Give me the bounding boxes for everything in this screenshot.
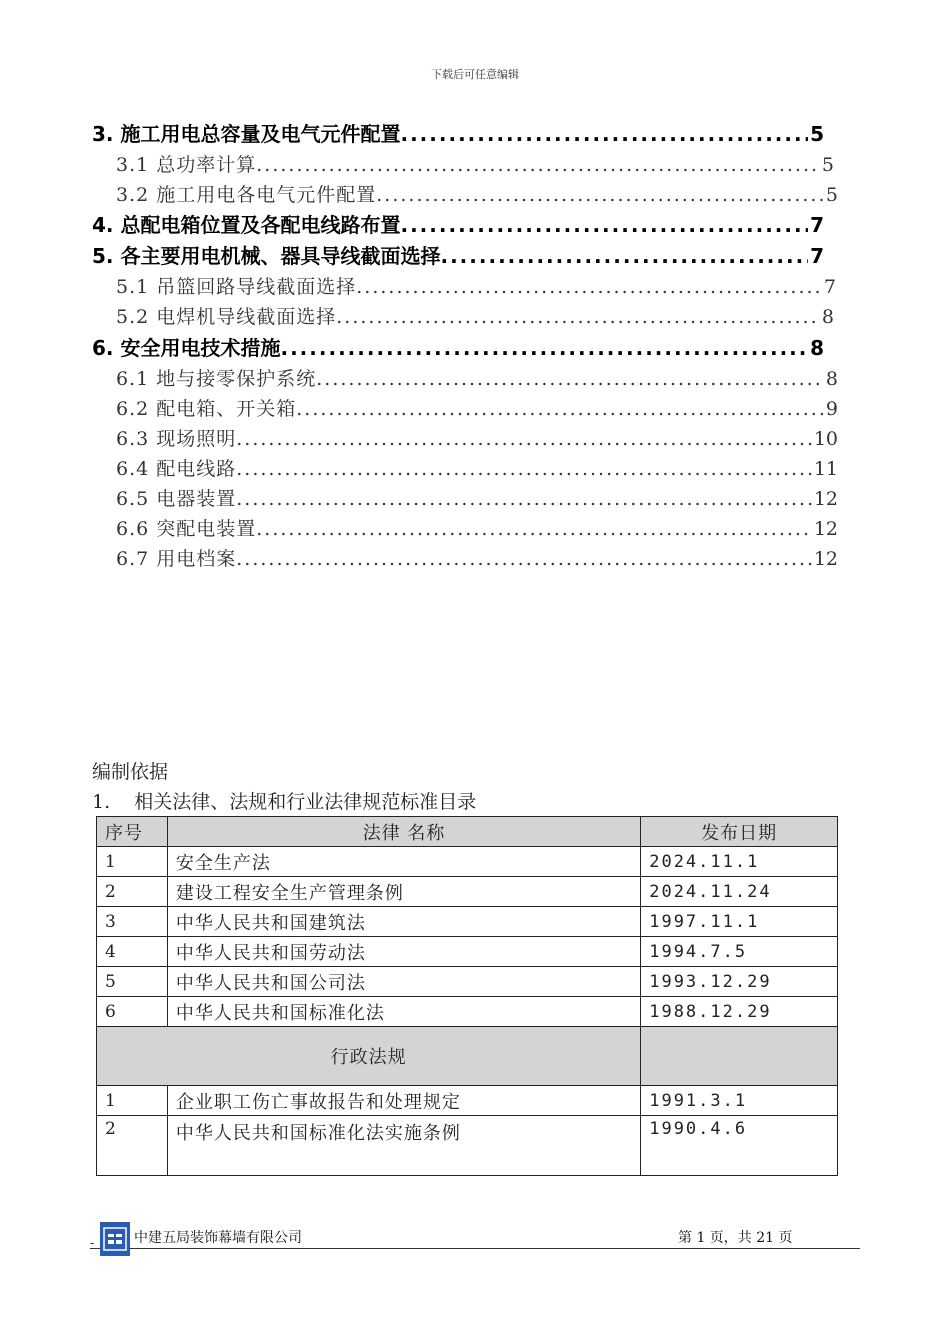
section-empty-cell <box>641 1027 838 1086</box>
publish-date: 2024.11.1 <box>641 847 838 877</box>
table-row <box>97 1116 838 1176</box>
table-row <box>97 997 838 1027</box>
section-heading: 编制依据 <box>92 761 169 783</box>
toc-leader <box>280 336 808 360</box>
toc-label: 4. 总配电箱位置及各配电线路布置 <box>92 213 401 237</box>
toc-entry-3-2[interactable] <box>116 180 838 207</box>
law-table <box>96 816 838 1176</box>
toc-entry-3-1[interactable] <box>116 150 834 177</box>
law-name: 建设工程安全生产管理条例 <box>167 877 640 907</box>
toc-label: 3. 施工用电总容量及电气元件配置 <box>92 122 401 146</box>
footer-dash: - <box>90 1236 95 1250</box>
column-header-number: 序号 <box>97 817 168 847</box>
toc-leader <box>296 398 824 420</box>
row-number: 2 <box>97 877 168 907</box>
toc-entry-6-1[interactable] <box>116 364 838 391</box>
toc-label: 6.3 现场照明 <box>116 428 237 450</box>
publish-date: 1997.11.1 <box>641 907 838 937</box>
toc-label: 5.1 吊篮回路导线截面选择 <box>116 276 357 298</box>
toc-entry-6[interactable] <box>92 332 824 361</box>
toc-page-number: 7 <box>810 213 824 237</box>
toc-leader <box>236 458 812 480</box>
publish-date: 1993.12.29 <box>641 967 838 997</box>
toc-label: 6.6 突配电装置 <box>116 518 257 540</box>
law-name: 安全生产法 <box>167 847 640 877</box>
law-name: 企业职工伤亡事故报告和处理规定 <box>167 1086 640 1116</box>
toc-leader <box>256 154 820 176</box>
company-logo-icon <box>100 1222 130 1256</box>
toc-label: 6.4 配电线路 <box>116 458 237 480</box>
law-name: 中华人民共和国建筑法 <box>167 907 640 937</box>
toc-entry-5[interactable] <box>92 240 824 269</box>
toc-leader <box>256 518 812 540</box>
toc-page-number: 10 <box>813 428 838 450</box>
toc-entry-6-7[interactable] <box>116 544 838 571</box>
toc-leader <box>336 306 820 328</box>
header-note: 下载后可任意编辑 <box>431 68 519 81</box>
row-number: 3 <box>97 907 168 937</box>
toc-label: 5. 各主要用电机械、器具导线截面选择 <box>92 244 441 268</box>
toc-page-number: 8 <box>810 336 824 360</box>
publish-date: 2024.11.24 <box>641 877 838 907</box>
publish-date: 1994.7.5 <box>641 937 838 967</box>
row-number: 2 <box>97 1116 168 1176</box>
footer-page-info: 第 1 页，共 21 页 <box>678 1230 793 1246</box>
table-row <box>97 967 838 997</box>
toc-label: 6.5 电器装置 <box>116 488 237 510</box>
toc-page-number: 5 <box>825 184 838 206</box>
row-number: 6 <box>97 997 168 1027</box>
column-header-name: 法律 名称 <box>167 817 640 847</box>
section-title: 行政法规 <box>97 1027 641 1086</box>
toc-entry-5-2[interactable] <box>116 302 834 329</box>
row-number: 1 <box>97 847 168 877</box>
toc-entry-6-2[interactable] <box>116 394 838 421</box>
toc-page-number: 8 <box>821 306 834 328</box>
toc-leader <box>236 428 812 450</box>
toc-entry-4[interactable] <box>92 209 824 238</box>
section-subheading: 1. 相关法律、法规和行业法律规范标准目录 <box>92 791 477 813</box>
toc-label: 6.7 用电档案 <box>116 548 237 570</box>
table-row <box>97 1086 838 1116</box>
toc-page-number: 7 <box>810 244 824 268</box>
table-header-row <box>97 817 838 847</box>
table-row <box>97 877 838 907</box>
toc-page-number: 5 <box>810 122 824 146</box>
toc-page-number: 12 <box>813 548 838 570</box>
toc-leader <box>356 276 822 298</box>
toc-page-number: 7 <box>823 276 836 298</box>
footer-divider <box>90 1248 860 1249</box>
toc-page-number: 9 <box>825 398 838 420</box>
toc-entry-6-4[interactable] <box>116 454 838 481</box>
toc-leader <box>376 184 824 206</box>
table-row <box>97 847 838 877</box>
toc-entry-6-5[interactable] <box>116 484 838 511</box>
row-number: 1 <box>97 1086 168 1116</box>
row-number: 5 <box>97 967 168 997</box>
toc-entry-5-1[interactable] <box>116 272 836 299</box>
table-row <box>97 907 838 937</box>
toc-label: 3.2 施工用电各电气元件配置 <box>116 184 377 206</box>
publish-date: 1991.3.1 <box>641 1086 838 1116</box>
law-name: 中华人民共和国标准化法实施条例 <box>167 1116 640 1176</box>
law-name: 中华人民共和国公司法 <box>167 967 640 997</box>
toc-leader <box>440 244 808 268</box>
toc-leader <box>236 548 812 570</box>
toc-label: 6.2 配电箱、开关箱 <box>116 398 297 420</box>
toc-leader <box>400 213 808 237</box>
toc-entry-6-6[interactable] <box>116 514 838 541</box>
toc-label: 6. 安全用电技术措施 <box>92 336 281 360</box>
toc-label: 3.1 总功率计算 <box>116 154 257 176</box>
toc-leader <box>316 368 824 390</box>
publish-date: 1990.4.6 <box>641 1116 838 1176</box>
table-section-row <box>97 1027 838 1086</box>
toc-entry-6-3[interactable] <box>116 424 838 451</box>
toc-label: 5.2 电焊机导线截面选择 <box>116 306 337 328</box>
toc-page-number: 11 <box>813 458 838 480</box>
footer-company-name: 中建五局装饰幕墙有限公司 <box>134 1230 302 1246</box>
law-name: 中华人民共和国标准化法 <box>167 997 640 1027</box>
page-footer <box>90 1222 860 1262</box>
publish-date: 1988.12.29 <box>641 997 838 1027</box>
law-name: 中华人民共和国劳动法 <box>167 937 640 967</box>
column-header-date: 发布日期 <box>641 817 838 847</box>
table-row <box>97 937 838 967</box>
toc-leader <box>400 122 808 146</box>
toc-page-number: 12 <box>813 488 838 510</box>
row-number: 4 <box>97 937 168 967</box>
toc-page-number: 5 <box>821 154 834 176</box>
toc-page-number: 12 <box>813 518 838 540</box>
toc-page-number: 8 <box>825 368 838 390</box>
toc-entry-3[interactable] <box>92 118 824 147</box>
toc-label: 6.1 地与接零保护系统 <box>116 368 317 390</box>
toc-leader <box>236 488 812 510</box>
